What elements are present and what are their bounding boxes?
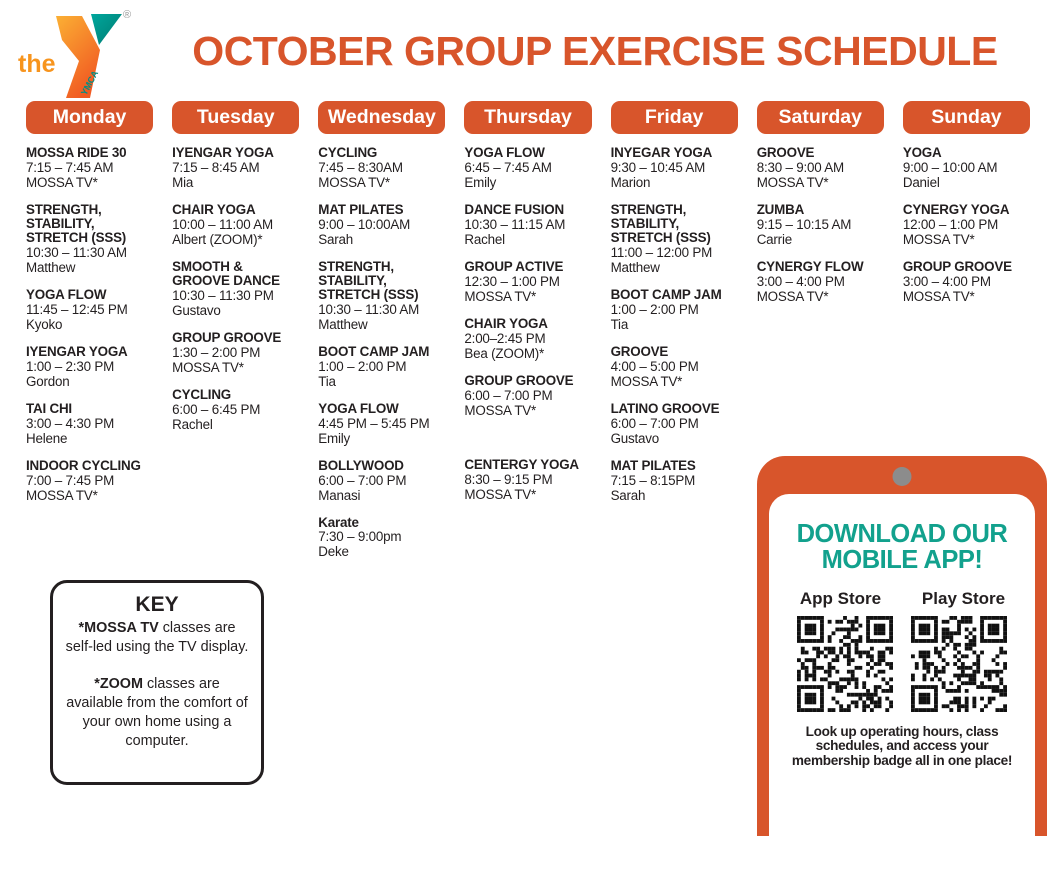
key-zoom-note [65, 675, 249, 750]
class-entry [903, 203, 1030, 247]
class-entry [903, 146, 1030, 190]
class-entry [611, 203, 738, 275]
class-instructor: Sarah [318, 231, 354, 247]
class-name: ZUMBA [756, 201, 805, 217]
page-title: OCTOBER GROUP EXERCISE SCHEDULE [192, 28, 998, 74]
class-time: 4:45 PM – 5:45 PM [318, 415, 430, 431]
class-time: 9:00 – 10:00AM [318, 216, 411, 232]
class-entry [318, 402, 445, 446]
class-name: LATINO GROOVE [610, 400, 720, 416]
class-name: GROUP GROOVE [464, 372, 574, 388]
phone-mockup [757, 456, 1047, 836]
class-time: 6:00 – 6:45 PM [172, 401, 261, 417]
class-entry [26, 459, 153, 503]
class-name: Karate [318, 514, 359, 530]
class-entry [464, 146, 591, 190]
store-labels-row [779, 589, 1025, 609]
class-instructor: Rachel [464, 231, 505, 247]
key-mossa-note [65, 619, 249, 656]
class-entry [903, 260, 1030, 304]
class-name: BOOT CAMP JAM [318, 343, 430, 359]
class-instructor: Deke [318, 544, 349, 560]
day-column [26, 101, 153, 572]
class-time: 7:15 – 8:45 AM [172, 159, 260, 175]
class-time: 11:00 – 12:00 PM [610, 244, 713, 260]
class-instructor: Emily [318, 430, 351, 446]
class-instructor: Carrie [756, 231, 792, 247]
class-name: STRENGTH, STABILITY, STRETCH (SSS) [26, 201, 127, 245]
class-entry [318, 260, 445, 332]
class-entry [464, 260, 591, 304]
class-time: 2:00–2:45 PM [464, 330, 546, 346]
class-entry [611, 402, 738, 446]
class-entry [172, 331, 299, 375]
app-store-qr-code [797, 616, 893, 712]
class-time: 1:00 – 2:00 PM [610, 301, 699, 317]
class-name: INDOOR CYCLING [26, 457, 141, 473]
class-entry [318, 516, 445, 560]
class-entry [318, 345, 445, 389]
class-time: 10:30 – 11:30 AM [318, 301, 420, 317]
class-name: GROOVE [610, 343, 669, 359]
day-header: Thursday [464, 101, 591, 134]
class-instructor: MOSSA TV* [902, 231, 975, 247]
class-instructor: MOSSA TV* [26, 174, 98, 190]
class-instructor: Matthew [318, 316, 368, 332]
class-instructor: Emily [464, 174, 497, 190]
class-time: 1:00 – 2:30 PM [26, 358, 115, 374]
class-time: 10:30 – 11:30 PM [172, 287, 274, 303]
day-column [172, 101, 299, 572]
class-entry [464, 374, 591, 418]
class-name: BOOT CAMP JAM [610, 286, 722, 302]
day-class-list [26, 146, 153, 503]
class-name: DANCE FUSION [464, 201, 564, 217]
key-title: KEY [135, 593, 179, 616]
class-time: 3:00 – 4:00 PM [756, 273, 845, 289]
class-name: YOGA [902, 145, 942, 160]
class-name: CHAIR YOGA [172, 201, 256, 217]
class-instructor: MOSSA TV* [610, 373, 683, 389]
class-instructor: Sarah [610, 487, 646, 503]
class-name: GROUP ACTIVE [464, 258, 564, 274]
class-instructor: Marion [610, 174, 651, 190]
day-header: Friday [611, 101, 738, 134]
class-instructor: MOSSA TV* [756, 174, 829, 190]
class-name: BOLLYWOOD [318, 457, 404, 473]
class-name: CYNERGY FLOW [756, 258, 864, 274]
day-class-list [903, 146, 1030, 304]
class-entry [318, 203, 445, 247]
class-instructor: MOSSA TV* [756, 288, 829, 304]
phone-camera-dot [893, 467, 912, 486]
class-name: CYNERGY YOGA [902, 201, 1010, 217]
day-column [611, 101, 738, 572]
class-time: 10:00 – 11:00 AM [172, 216, 273, 232]
class-name: YOGA FLOW [318, 400, 399, 416]
class-time: 9:15 – 10:15 AM [756, 216, 852, 232]
class-time: 8:30 – 9:15 PM [464, 471, 553, 487]
day-class-list [464, 146, 591, 502]
class-time: 6:00 – 7:00 PM [318, 472, 407, 488]
class-time: 7:15 – 8:15PM [610, 472, 696, 488]
class-name: GROOVE [756, 145, 815, 160]
day-column [464, 101, 591, 572]
class-instructor: Rachel [172, 416, 213, 432]
class-entry [757, 203, 884, 247]
class-time: 4:00 – 5:00 PM [610, 358, 699, 374]
day-header: Wednesday [318, 101, 445, 134]
class-name: IYENGAR YOGA [172, 145, 274, 160]
class-time: 9:30 – 10:45 AM [610, 159, 706, 175]
day-class-list [318, 146, 445, 559]
class-time: 9:00 – 10:00 AM [902, 159, 998, 175]
class-entry [464, 203, 591, 247]
class-time: 7:30 – 9:00pm [318, 529, 402, 545]
day-class-list [611, 146, 738, 503]
class-entry [611, 288, 738, 332]
class-instructor: Bea (ZOOM)* [464, 345, 545, 361]
class-instructor: MOSSA TV* [26, 487, 98, 503]
class-instructor: Albert (ZOOM)* [172, 231, 263, 247]
day-header: Tuesday [172, 101, 299, 134]
app-promo-caption: Look up operating hours, class schedules, and access your membership badge all in one place! [791, 724, 1013, 768]
class-name: STRENGTH, STABILITY, STRETCH (SSS) [610, 201, 711, 245]
class-name: MAT PILATES [610, 457, 696, 473]
logo-ymca-text: YMCA [78, 68, 101, 97]
play-store-qr-code [911, 616, 1007, 712]
class-name: TAI CHI [26, 400, 72, 416]
day-column [318, 101, 445, 572]
class-time: 6:00 – 7:00 PM [464, 387, 553, 403]
class-entry [172, 146, 299, 190]
ymca-logo [16, 4, 138, 100]
class-time: 6:00 – 7:00 PM [610, 415, 699, 431]
day-class-list [757, 146, 884, 304]
class-name: CYCLING [172, 386, 231, 402]
class-time: 1:00 – 2:00 PM [318, 358, 407, 374]
class-instructor: Mia [172, 174, 194, 190]
class-entry [611, 459, 738, 503]
class-entry [611, 345, 738, 389]
class-instructor: Gustavo [610, 430, 660, 446]
class-time: 8:30 – 9:00 AM [756, 159, 844, 175]
class-time: 12:30 – 1:00 PM [464, 273, 560, 289]
class-instructor: MOSSA TV* [464, 486, 537, 502]
key-mossa-term: *MOSSA TV [78, 620, 159, 636]
class-time: 10:30 – 11:30 AM [26, 244, 127, 260]
class-entry [26, 402, 153, 446]
ymca-logo-graphic [16, 4, 138, 100]
app-promo-title: DOWNLOAD OUR MOBILE APP! [796, 520, 1008, 574]
class-instructor: Tia [610, 316, 629, 332]
class-instructor: Daniel [902, 174, 940, 190]
class-instructor: MOSSA TV* [464, 402, 537, 418]
class-time: 7:15 – 7:45 AM [26, 159, 114, 175]
key-mossa-text: classes are self-led using the TV display. [65, 620, 249, 655]
day-header: Saturday [757, 101, 884, 134]
class-entry [757, 146, 884, 190]
day-header: Monday [26, 101, 153, 134]
class-name: MOSSA RIDE 30 [26, 145, 127, 160]
class-time: 11:45 – 12:45 PM [26, 301, 128, 317]
class-instructor: MOSSA TV* [172, 359, 244, 375]
class-instructor: MOSSA TV* [902, 288, 975, 304]
class-name: CENTERGY YOGA [464, 456, 579, 472]
class-entry [172, 388, 299, 432]
play-store-label: Play Store [921, 589, 1006, 608]
class-instructor: Matthew [610, 259, 660, 275]
class-time: 1:30 – 2:00 PM [172, 344, 261, 360]
class-name: CHAIR YOGA [464, 315, 548, 331]
class-instructor: Gustavo [172, 302, 221, 318]
class-entry [26, 146, 153, 190]
class-entry [611, 146, 738, 190]
class-time: 12:00 – 1:00 PM [902, 216, 999, 232]
app-store-label: App Store [799, 589, 882, 608]
class-entry [172, 260, 299, 318]
class-instructor: MOSSA TV* [318, 174, 390, 190]
class-entry [26, 288, 153, 332]
class-name: SMOOTH & GROOVE DANCE [172, 258, 280, 288]
class-entry [757, 260, 884, 304]
class-time: 6:45 – 7:45 AM [464, 159, 552, 175]
logo-triangle [91, 14, 122, 45]
class-time: 3:00 – 4:30 PM [26, 415, 115, 431]
class-instructor: Tia [318, 373, 336, 389]
key-box [50, 580, 264, 785]
class-entry [318, 459, 445, 503]
class-time: 3:00 – 4:00 PM [902, 273, 991, 289]
class-entry [26, 345, 153, 389]
logo-the-text: the [18, 50, 56, 78]
class-name: STRENGTH, STABILITY, STRETCH (SSS) [318, 258, 419, 302]
day-header: Sunday [903, 101, 1030, 134]
class-name: GROUP GROOVE [902, 258, 1012, 274]
phone-screen [769, 494, 1035, 894]
class-name: YOGA FLOW [464, 145, 545, 160]
class-instructor: Kyoko [26, 316, 63, 332]
class-entry [464, 317, 591, 361]
class-name: GROUP GROOVE [172, 329, 282, 345]
class-name: INYEGAR YOGA [610, 145, 713, 160]
class-name: CYCLING [318, 145, 378, 160]
class-entry [318, 146, 445, 190]
class-time: 7:00 – 7:45 PM [26, 472, 115, 488]
class-instructor: Gordon [26, 373, 70, 389]
logo-registered-mark: ® [123, 9, 132, 21]
class-entry [26, 203, 153, 275]
qr-codes-row [779, 616, 1025, 712]
day-class-list [172, 146, 299, 432]
class-name: IYENGAR YOGA [26, 343, 128, 359]
key-zoom-text: classes are available from the comfort of your own home using a computer. [66, 676, 248, 749]
class-instructor: Manasi [318, 487, 361, 503]
class-time: 10:30 – 11:15 AM [464, 216, 566, 232]
key-zoom-term: *ZOOM [94, 676, 143, 693]
class-name: YOGA FLOW [26, 286, 107, 302]
class-entry [464, 458, 591, 502]
class-instructor: Matthew [26, 259, 76, 275]
class-time: 7:45 – 8:30AM [318, 159, 403, 175]
class-instructor: Helene [26, 430, 68, 446]
class-name: MAT PILATES [318, 201, 404, 217]
class-instructor: MOSSA TV* [464, 288, 537, 304]
class-entry [172, 203, 299, 247]
